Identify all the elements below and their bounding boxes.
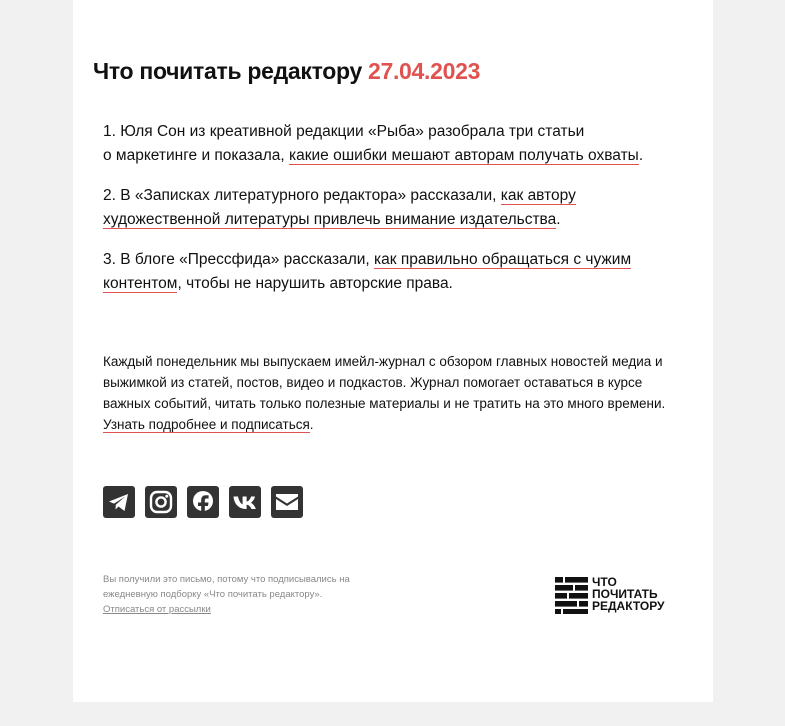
telegram-icon[interactable] (103, 486, 135, 518)
logo-line-1: ЧТО (592, 576, 617, 589)
list-item: 2. В «Записках литературного редактора» рассказали, как автору художественной литературы привлечь внимание издательства. (103, 187, 576, 228)
logo-line-3: РЕДАКТОРУ (592, 599, 665, 613)
list-item: 3. В блоге «Прессфида» рассказали, как правильно обращаться с чужим контентом, чтобы не нарушить авторские права. (103, 251, 632, 292)
article-link-3[interactable]: как правильно обращаться с чужим контентом (103, 251, 632, 292)
footer-text: Вы получили это письмо, потому что подписывались на ежедневную подборку «Что почитать редактору». (103, 574, 350, 600)
article-list (103, 120, 693, 312)
email-card (73, 0, 713, 702)
title-date: 27.04.2023 (367, 58, 481, 84)
vk-icon[interactable] (229, 486, 261, 518)
facebook-icon[interactable] (187, 486, 219, 518)
article-link-1[interactable]: какие ошибки мешают авторам получать охваты (289, 147, 639, 164)
article-link-2[interactable]: как автору художественной литературы привлечь внимание издательства (103, 187, 576, 228)
brand-logo (555, 576, 685, 619)
logo-line-2: ПОЧИТАТЬ (592, 587, 658, 601)
email-icon[interactable] (271, 486, 303, 518)
list-item: 1. Юля Сон из креативной редакции «Рыба» разобрала три статьи о маркетинге и показала, какие ошибки мешают авторам получать охваты. (103, 123, 644, 164)
page-title (93, 58, 480, 85)
subscribe-link[interactable]: Узнать подробнее и подписаться (103, 417, 310, 432)
title-text: Что почитать редактору (93, 58, 362, 84)
instagram-icon[interactable] (145, 486, 177, 518)
newsletter-description: Каждый понедельник мы выпускаем имейл-журнал с обзором главных новостей медиа и выжимкой из статей, постов, видео и подкастов. Журнал помогает оставаться в курсе важных событий, читать только полезные материалы и не тратить на это много времени. Узнать подробнее и подписаться. (103, 354, 666, 432)
unsubscribe-link[interactable]: Отписаться от рассылки (103, 604, 211, 615)
footer-note (103, 572, 403, 617)
